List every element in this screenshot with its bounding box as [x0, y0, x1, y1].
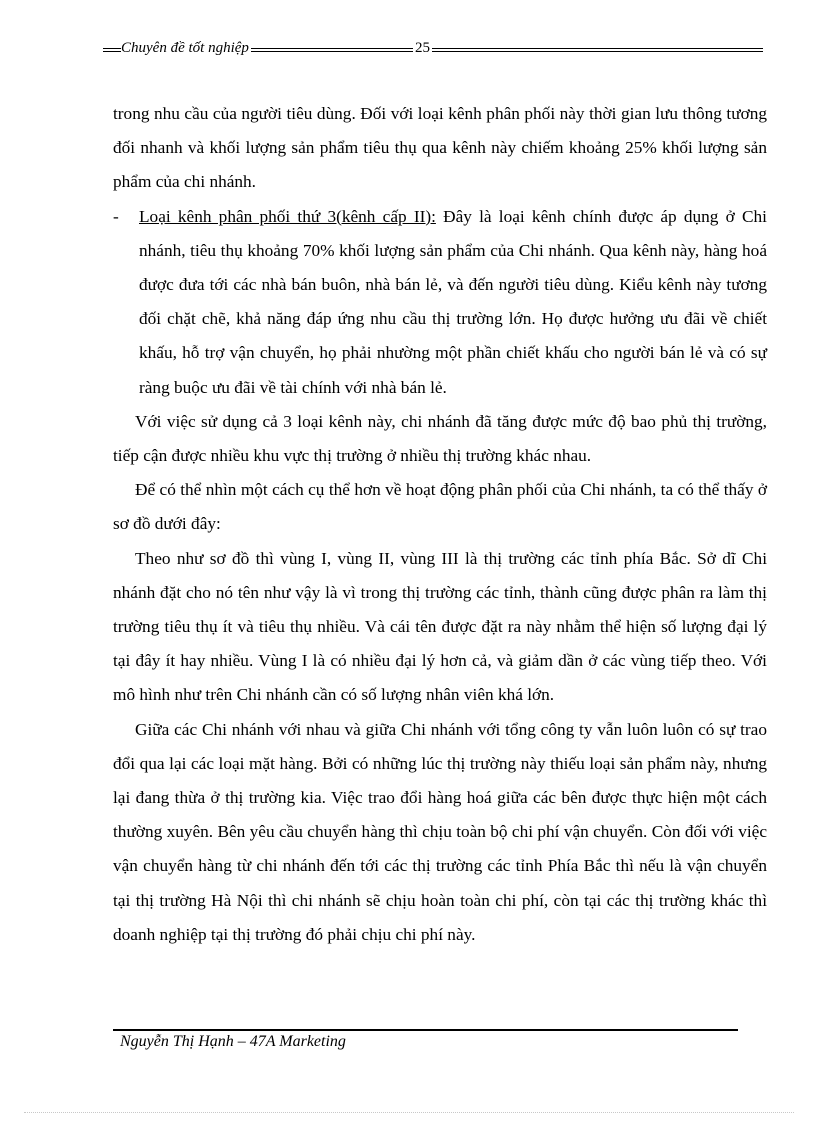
paragraph-5: Giữa các Chi nhánh với nhau và giữa Chi nhánh với tổng công ty vẫn luôn luôn có sự trao đổi qua lại các loại mặt hàng. Bởi có những lúc thị trường này thiếu loại sản phẩm này, nhưng lại đang thừa ở thị trường kia. Việc trao đổi hàng hoá giữa các bên được thực hiện một cách thường xuyên. Bên yêu cầu chuyển hàng thì chịu toàn bộ chi phí vận chuyển. Còn đối với việc vận chuyển hàng từ chi nhánh đến tới các thị trường các tỉnh Phía Bắc thì nếu là vận chuyển tại thị trường Hà Nội thì chi nhánh sẽ chịu hoàn toàn chi phí, còn tại các thị trường khác thì doanh nghiệp tại thị trường đó phải chịu chi phí này. — [113, 719, 767, 944]
page-bottom-divider — [24, 1112, 794, 1113]
footer-rule — [113, 1029, 738, 1031]
paragraph-3: Để có thể nhìn một cách cụ thể hơn về hoạt động phân phối của Chi nhánh, ta có thể thấy ở sơ đồ dưới đây: — [113, 480, 767, 534]
page-header — [103, 40, 763, 54]
channel-3-label: Loại kênh phân phối thứ 3(kênh cấp II): — [139, 206, 436, 226]
header-title: Chuyên đề tốt nghiệp — [121, 40, 249, 56]
document-body — [113, 97, 767, 952]
paragraph-4: Theo như sơ đồ thì vùng I, vùng II, vùng III là thị trường các tỉnh phía Bắc. Sở dĩ Chi nhánh đặt cho nó tên như vậy là vì trong thị trường các tỉnh, thành cũng được phân ra làm thị trường tiêu thụ ít và tiêu thụ nhiều. Và cái tên được đặt ra này nhằm thể hiện số lượng đại lý tại đây ít hay nhiều. Vùng I là có nhiều đại lý hơn cả, và giảm dần ở các vùng tiếp theo. Với mô hình như trên Chi nhánh cần có số lượng nhân viên khá lớn. — [113, 548, 767, 705]
list-item-channel-3 — [113, 200, 767, 405]
page-number: 25 — [415, 40, 430, 56]
channel-3-text: Đây là loại kênh chính được áp dụng ở Chi nhánh, tiêu thụ khoảng 70% khối lượng sản phẩm của Chi nhánh. Qua kênh này, hàng hoá được đưa tới các nhà bán buôn, nhà bán lẻ, và đến người tiêu dùng. Kiểu kênh này tương đối chặt chẽ, khả năng đáp ứng nhu cầu thị trường lớn. Họ được hưởng ưu đãi về chiết khấu, hỗ trợ vận chuyển, họ phải nhường một phần chiết khấu cho người bán lẻ và có sự ràng buộc ưu đãi về tài chính với nhà bán lẻ. — [139, 206, 767, 397]
paragraph-1: trong nhu cầu của người tiêu dùng. Đối với loại kênh phân phối này thời gian lưu thông tương đối nhanh và khối lượng sản phẩm tiêu thụ qua kênh này chiếm khoảng 25% khối lượng sản phẩm của chi nhánh. — [113, 104, 767, 192]
list-dash: - — [113, 206, 119, 226]
footer-author: Nguyễn Thị Hạnh – 47A Marketing — [120, 1033, 346, 1050]
paragraph-2: Với việc sử dụng cả 3 loại kênh này, chi nhánh đã tăng được mức độ bao phủ thị trường, tiếp cận được nhiều khu vực thị trường ở nhiều thị trường khác nhau. — [113, 411, 767, 466]
